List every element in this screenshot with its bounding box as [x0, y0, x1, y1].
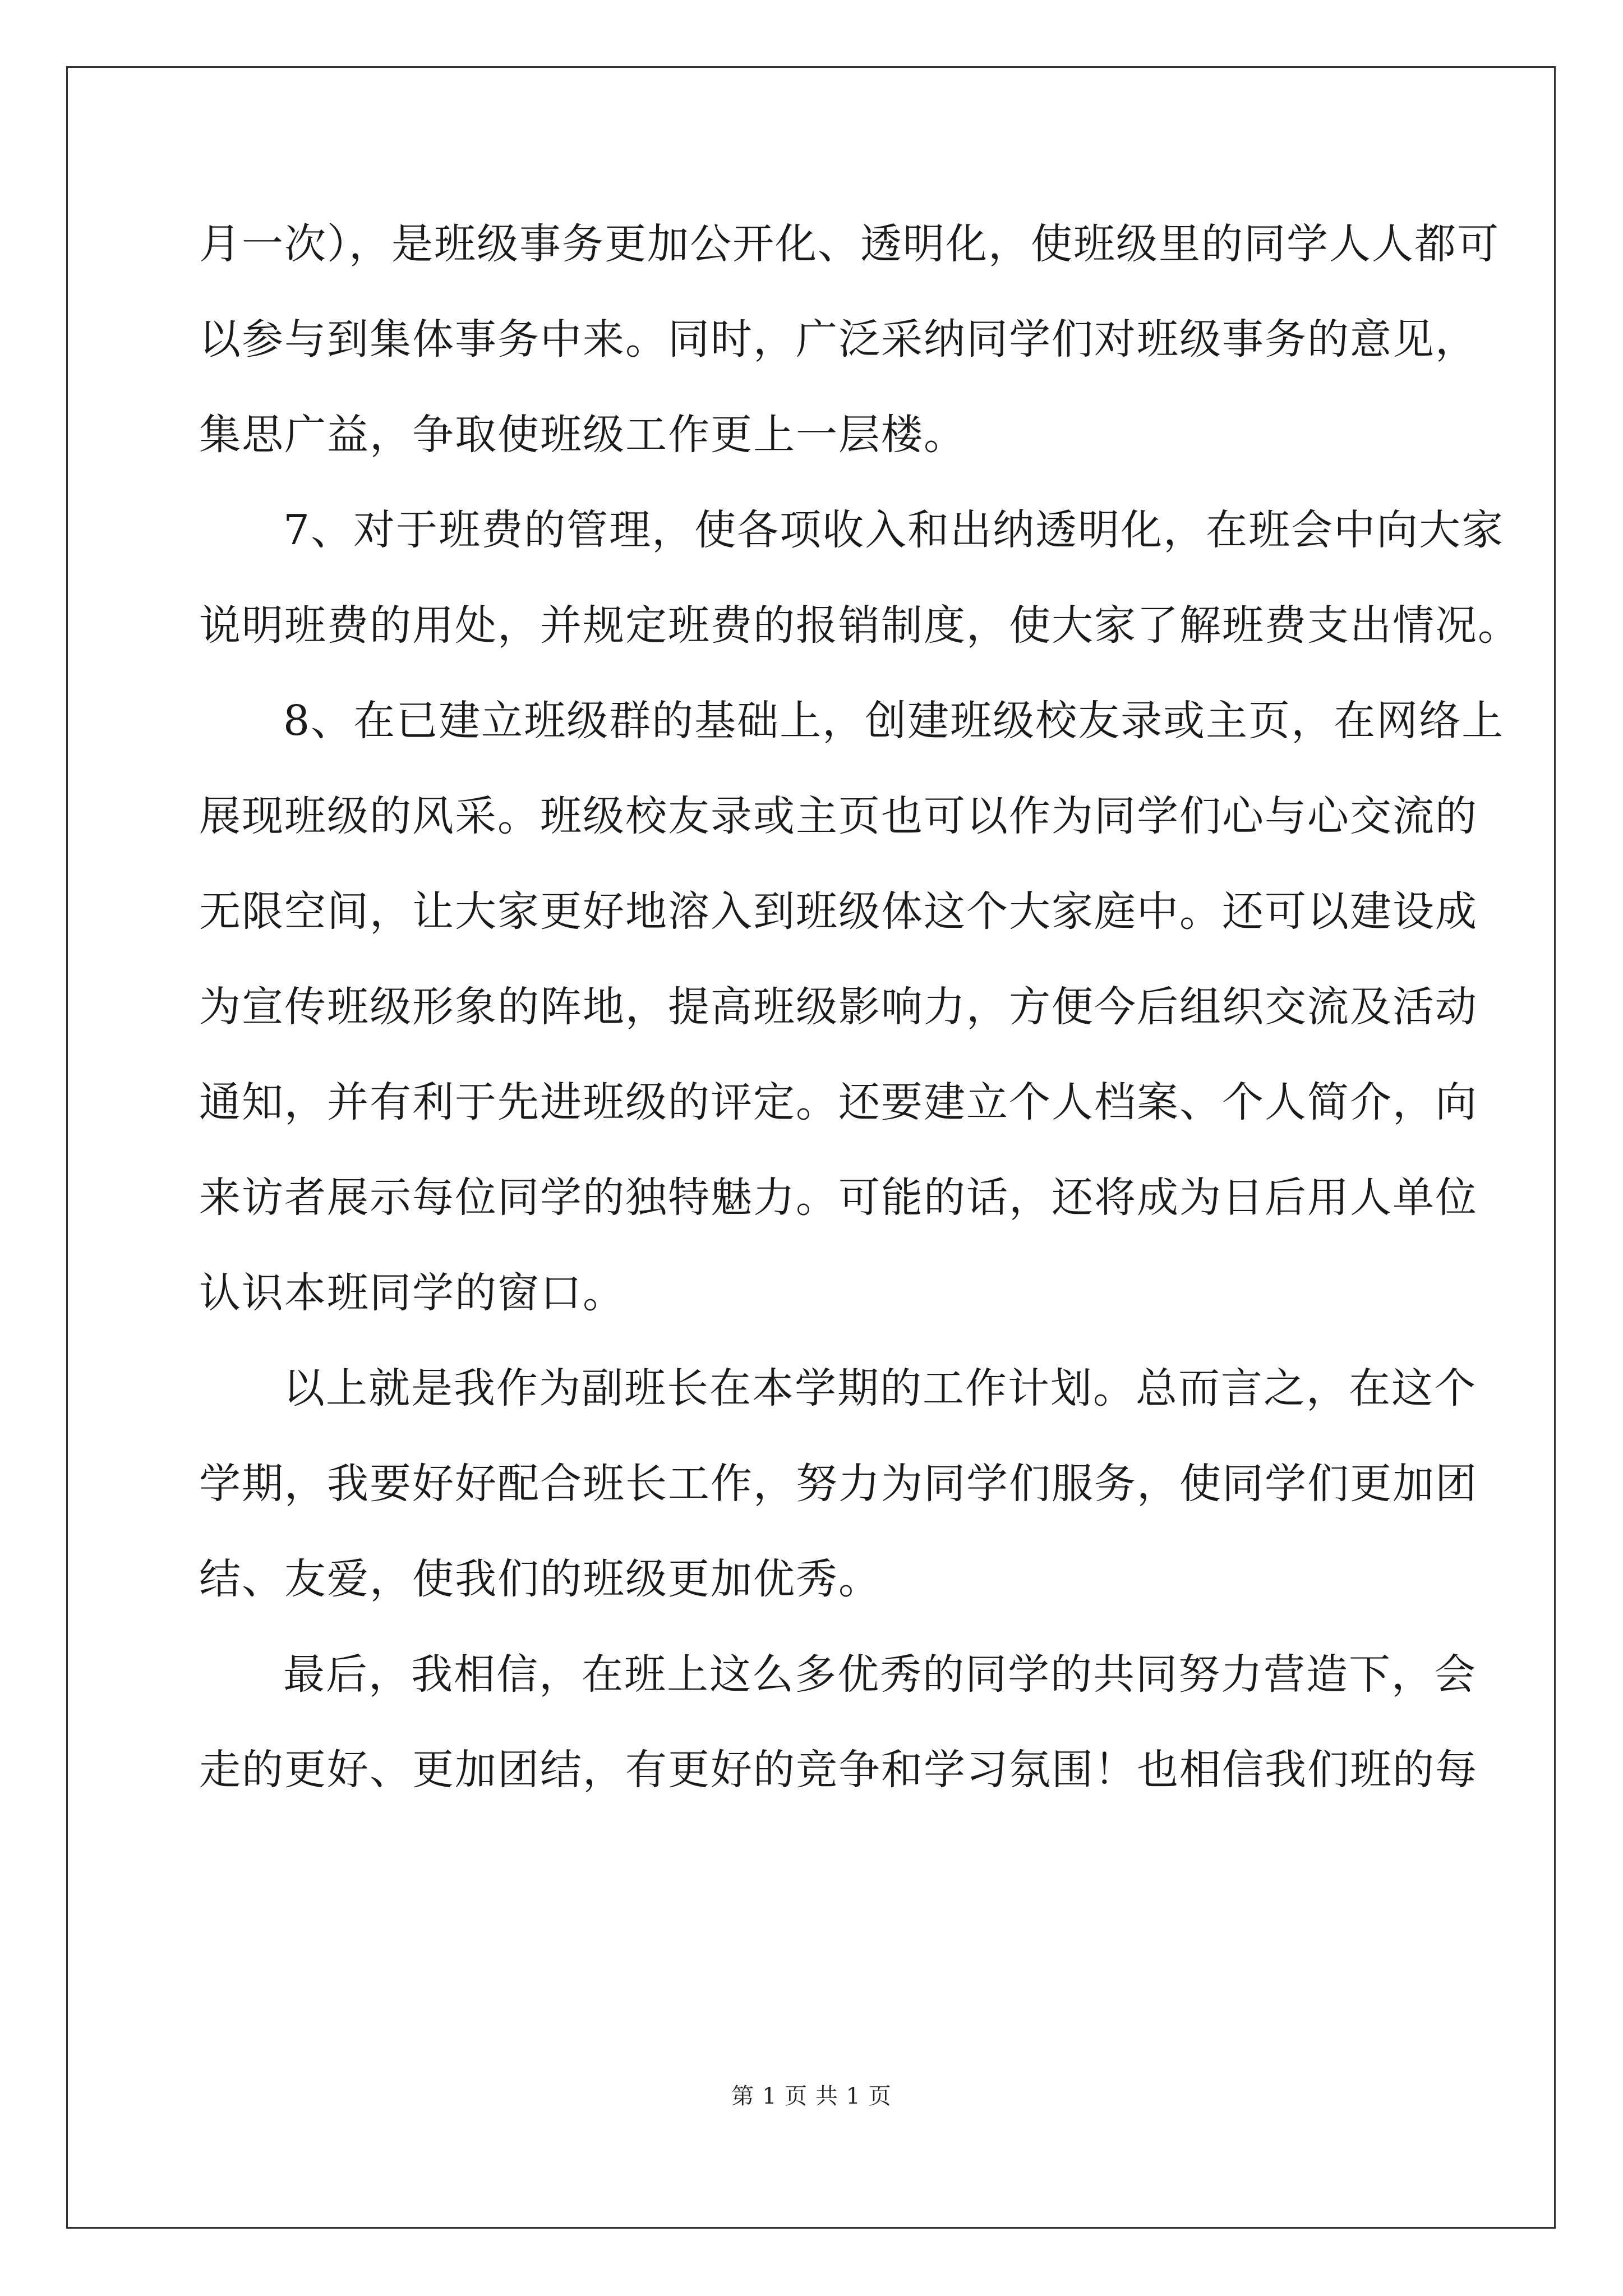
- text-line: 来访者展示每位同学的独特魅力。可能的话，还将成为日后用人单位: [199, 1174, 1478, 1222]
- paragraph-start-line: 最后，我相信，在班上这么多优秀的同学的共同努力营造下，会: [283, 1650, 1477, 1699]
- paragraph-start-line: 7、对于班费的管理，使各项收入和出纳透明化，在班会中向大家: [283, 506, 1505, 554]
- page-number-footer: 第 1 页 共 1 页: [731, 2083, 892, 2109]
- text-line: 月一次），是班级事务更加公开化、透明化，使班级里的同学人人都可: [199, 220, 1500, 268]
- text-line: 说明班费的用处，并规定班费的报销制度，使大家了解班费支出情况。: [199, 601, 1520, 650]
- text-line: 为宣传班级形象的阵地，提高班级影响力，方便今后组织交流及活动: [199, 983, 1478, 1031]
- paragraph-start-line: 8、在已建立班级群的基础上，创建班级校友录或主页，在网络上: [283, 697, 1505, 745]
- text-line: 集思广益，争取使班级工作更上一层楼。: [199, 411, 966, 459]
- text-line: 走的更好、更加团结，有更好的竞争和学习氛围！也相信我们班的每: [199, 1746, 1478, 1794]
- paragraph-start-line: 以上就是我作为副班长在本学期的工作计划。总而言之，在这个: [283, 1364, 1477, 1412]
- text-line: 以参与到集体事务中来。同时，广泛采纳同学们对班级事务的意见，: [199, 315, 1478, 364]
- text-line: 结、友爱，使我们的班级更加优秀。: [199, 1555, 881, 1603]
- text-line: 学期，我要好好配合班长工作，努力为同学们服务，使同学们更加团: [199, 1460, 1478, 1508]
- text-line: 通知，并有利于先进班级的评定。还要建立个人档案、个人简介，向: [199, 1078, 1478, 1126]
- text-line: 展现班级的风采。班级校友录或主页也可以作为同学们心与心交流的: [199, 792, 1478, 840]
- document-body: [199, 213, 1520, 1834]
- text-line: 认识本班同学的窗口。: [199, 1269, 625, 1317]
- text-line: 无限空间，让大家更好地溶入到班级体这个大家庭中。还可以建设成: [199, 887, 1478, 936]
